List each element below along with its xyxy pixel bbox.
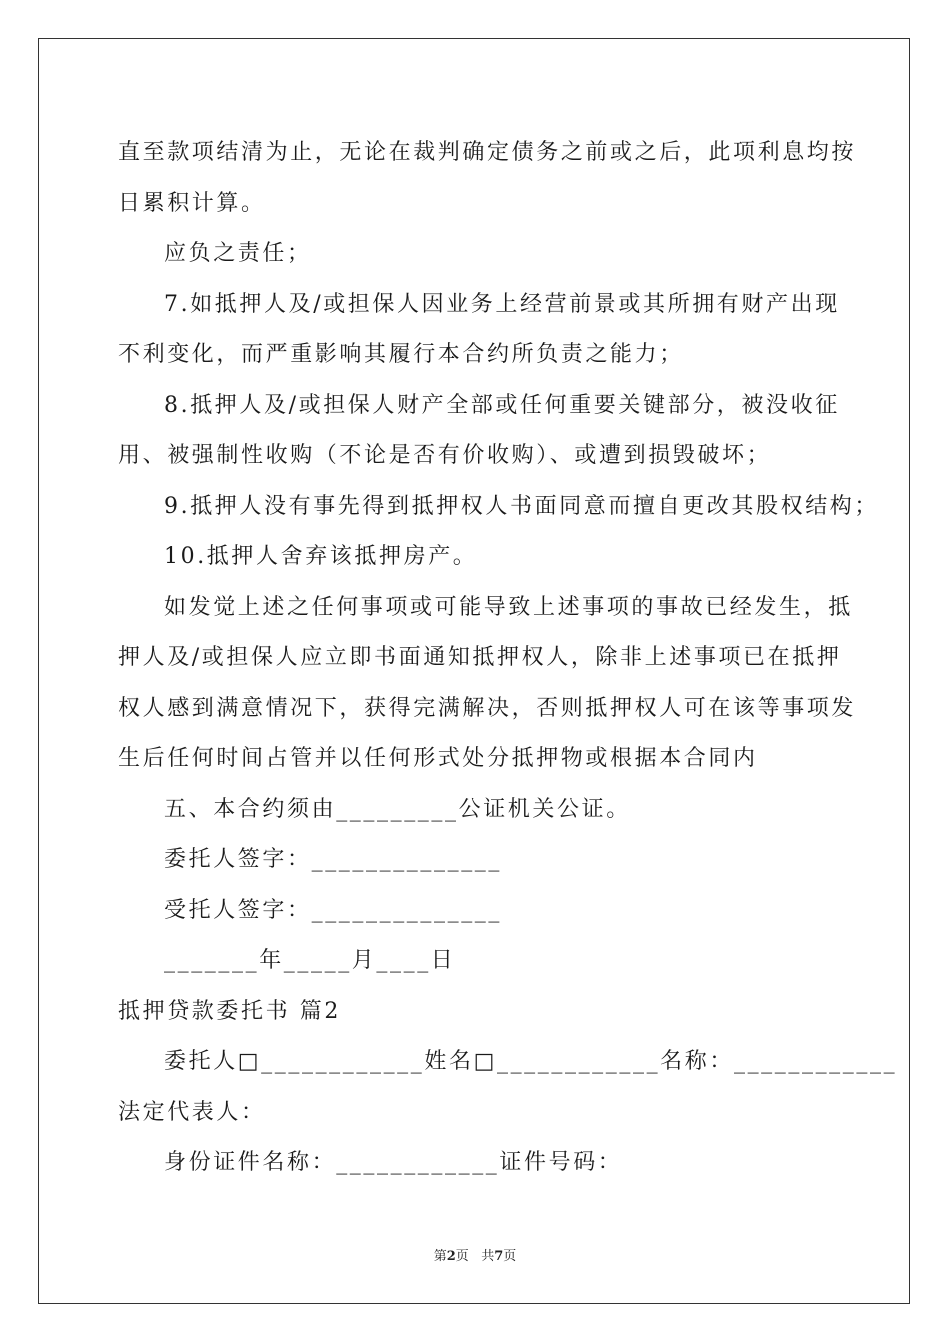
total-suffix: 页 <box>503 1249 517 1264</box>
clause-7: 7.如抵押人及/或担保人因业务上经营前景或其所拥有财产出现 <box>164 291 840 317</box>
paragraph-line: 日累积计算。 <box>118 190 266 216</box>
page-suffix: 页 <box>455 1249 469 1264</box>
page-footer <box>0 1245 950 1264</box>
principal-fields-line: 委托人□____________姓名□____________名称：____________ <box>164 1049 898 1074</box>
id-document-line: 身份证件名称：____________证件号码： <box>164 1150 623 1175</box>
paragraph-line: 押人及/或担保人应立即书面通知抵押权人，除非上述事项已在抵押 <box>118 645 842 670</box>
paragraph-line: 如发觉上述之任何事项或可能导致上述事项的事故已经发生，抵 <box>164 594 853 620</box>
legal-representative-line: 法定代表人： <box>118 1099 266 1125</box>
paragraph-line: 不利变化，而严重影响其履行本合约所负责之能力； <box>118 342 684 367</box>
notarization-clause: 五、本合约须由_________公证机关公证。 <box>164 796 631 822</box>
clause-10: 10.抵押人舍弃该抵押房产。 <box>164 544 478 569</box>
principal-signature-line: 委托人签字：______________ <box>164 847 503 872</box>
paragraph-line: 应负之责任； <box>164 241 312 266</box>
paragraph-line: 权人感到满意情况下，获得完满解决，否则抵押权人可在该等事项发 <box>118 695 857 721</box>
paragraph-line: 直至款项结清为止，无论在裁判确定债务之前或之后，此项利息均按 <box>118 140 857 165</box>
clause-8: 8.抵押人及/或担保人财产全部或任何重要关键部分，被没收征 <box>164 392 840 418</box>
page-prefix: 第 <box>433 1249 447 1264</box>
total-prefix: 共 <box>481 1249 495 1264</box>
paragraph-line: 用、被强制性收购（不论是否有价收购）、或遭到损毁破坏； <box>118 443 772 468</box>
agent-signature-line: 受托人签字：______________ <box>164 897 503 923</box>
section-heading: 抵押贷款委托书 篇2 <box>118 998 341 1024</box>
clause-9: 9.抵押人没有事先得到抵押权人书面同意而擅自更改其股权结构； <box>164 493 879 519</box>
date-line: _______年_____月____日 <box>164 948 456 973</box>
total-pages: 7 <box>494 1249 504 1264</box>
document-body <box>118 128 898 1189</box>
page-number: 2 <box>446 1249 456 1264</box>
paragraph-line: 生后任何时间占管并以任何形式处分抵押物或根据本合同内 <box>118 746 758 771</box>
